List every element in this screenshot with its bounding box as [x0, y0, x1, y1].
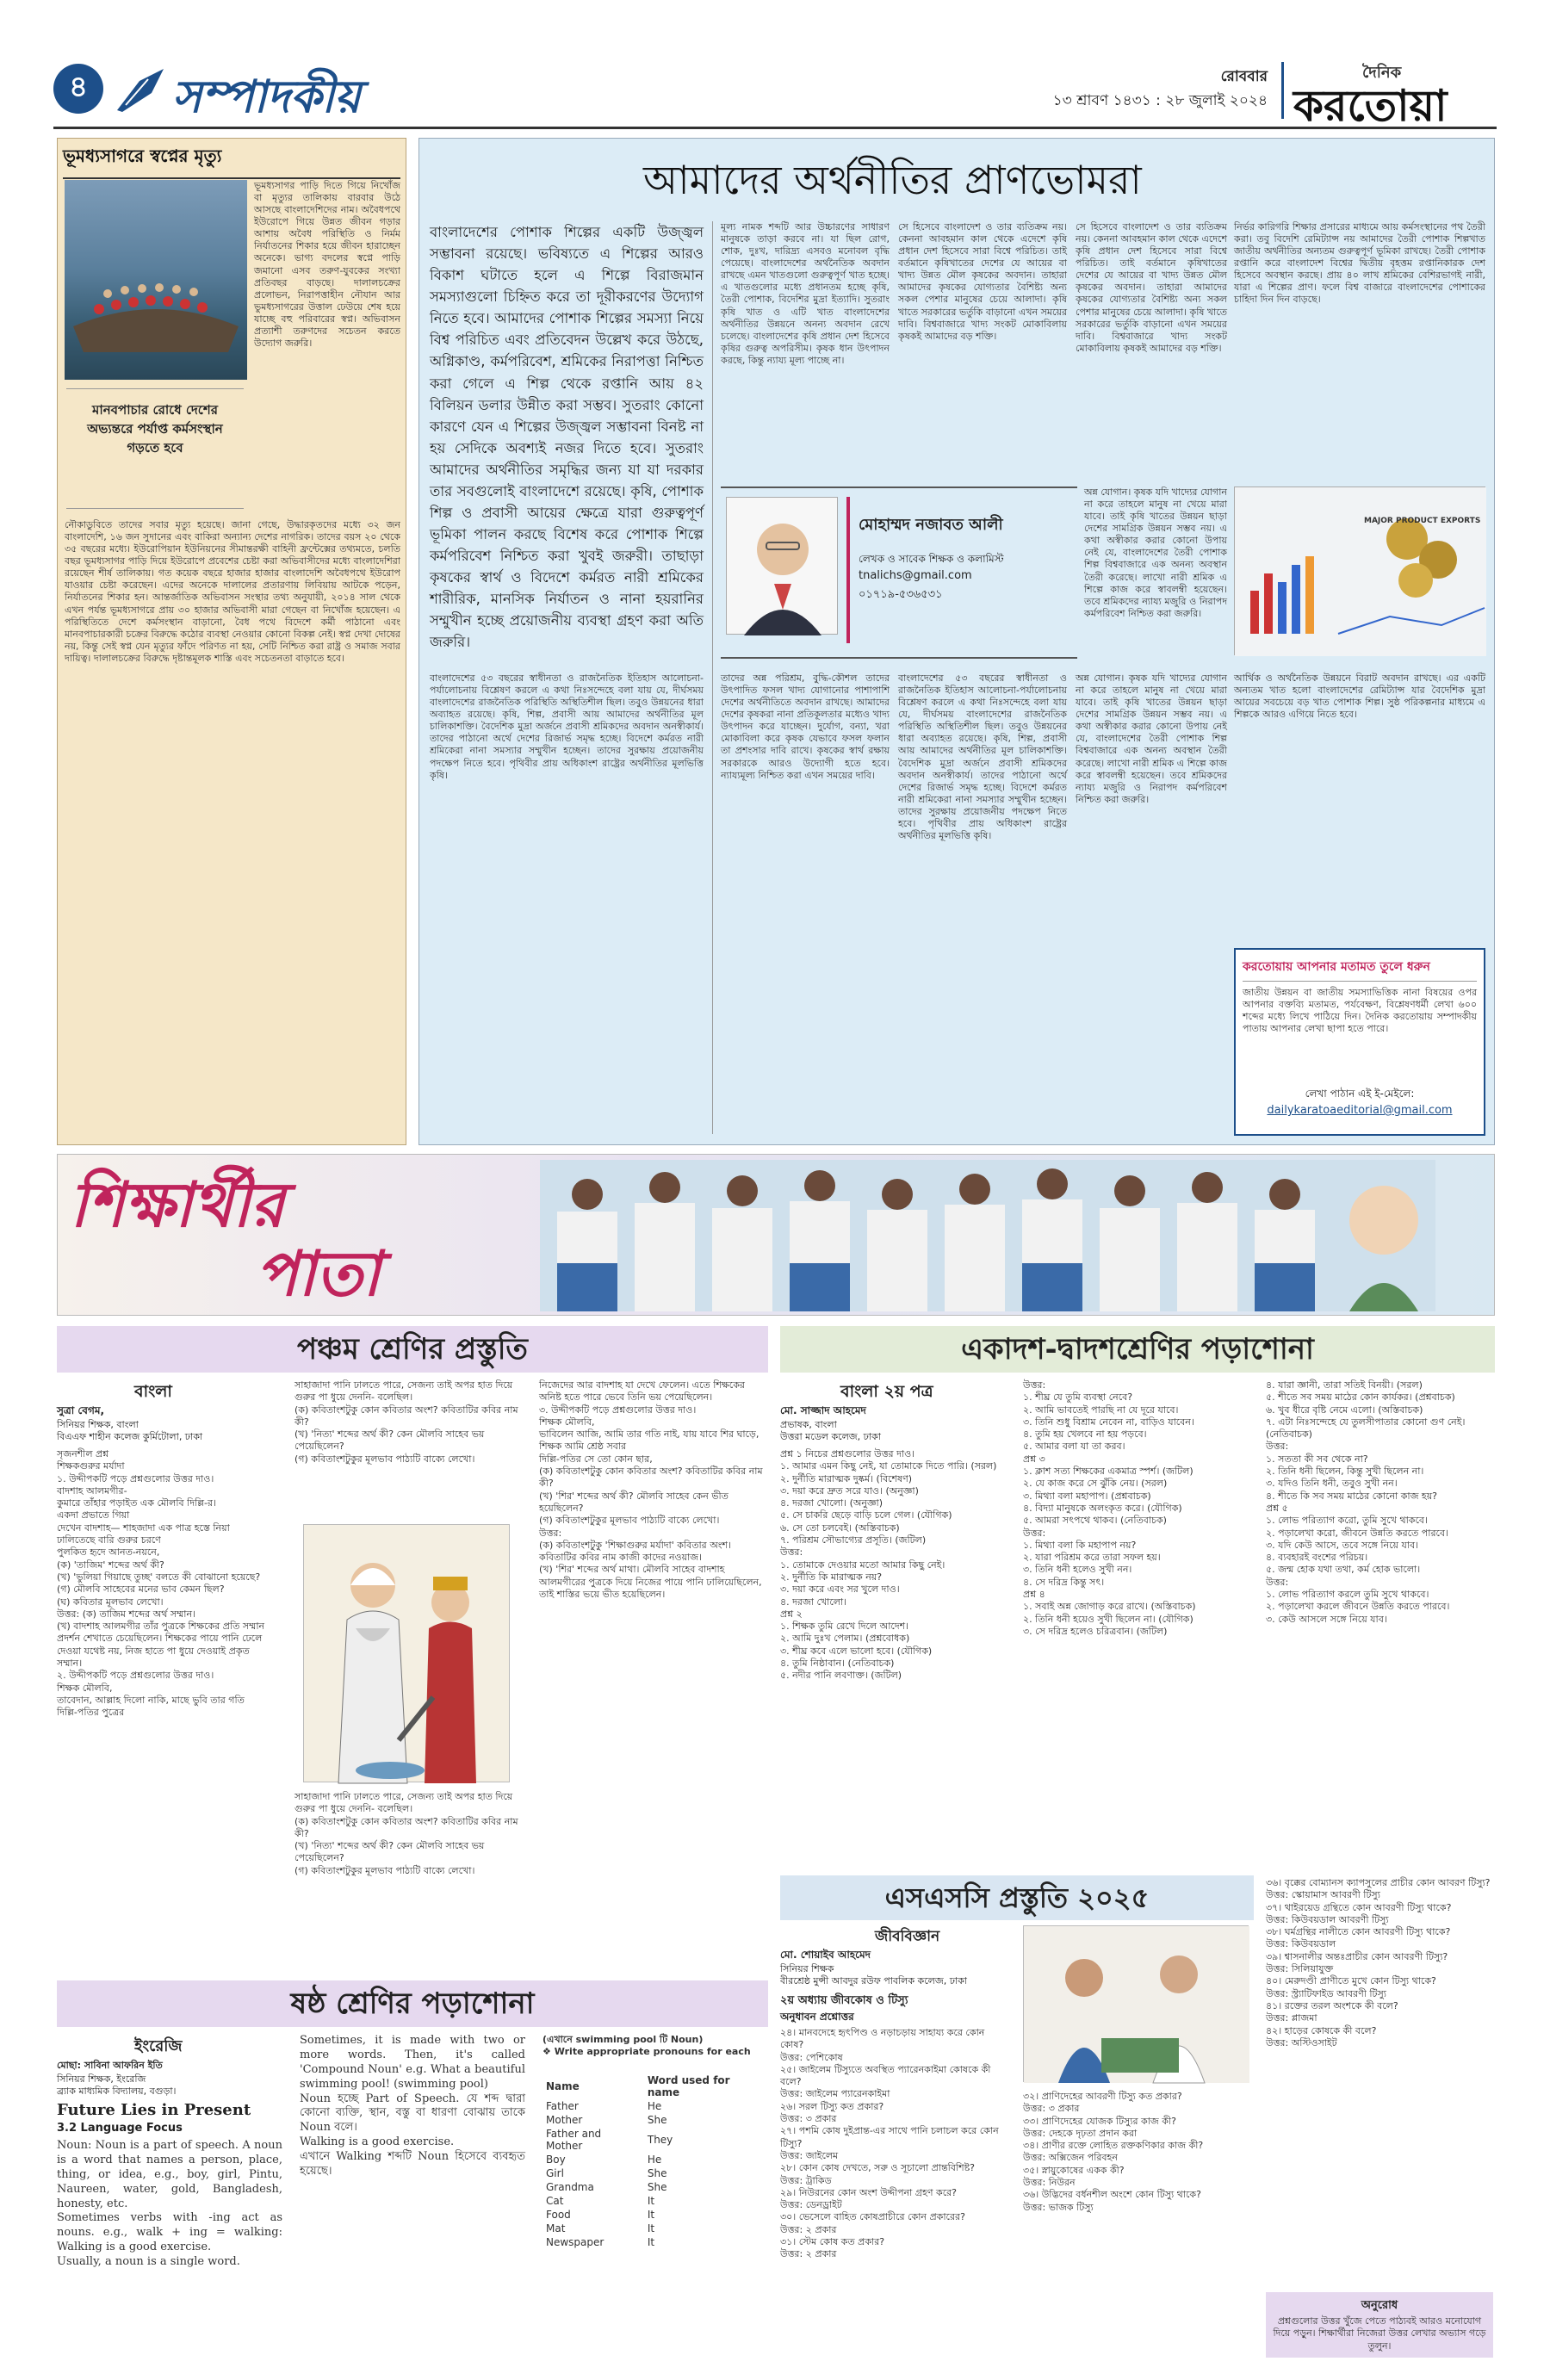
feedback-box [1234, 948, 1485, 1136]
feedback-title: করতোয়ায় আপনার মতামত তুলে ধরুন [1243, 957, 1477, 982]
main-col3-cont: অন্ন যোগান। কৃষক যদি খাদ্যের যোগান না করে তাহলে মানুষ না খেয়ে মারা যাবে। তাই কৃষি খাতের উন্নয়ন ছাড়া দেশের সামগ্রিক উন্নয়ন সম্ভব নয়। এ কথা অস্বীকার করার কোনো উপায় নেই যে, বাংলাদেশের তৈরী পোশাক শিল্প বিশ্ববাজারে এক অনন্য অবস্থান তৈরী করেছে। লাখো নারী শ্রমিক এ শিল্পে কাজ করে স্বাবলম্বী হয়েছেন। তবে শ্রমিকদের ন্যায্য মজুরি ও নিরাপদ কর্মপরিবেশ নিশ্চিত করা জরুরি। [1084, 487, 1231, 619]
pronoun-word: Mat [546, 2222, 566, 2234]
class5-section [57, 1326, 768, 1972]
pronoun-row [542, 2235, 768, 2249]
pronoun-word: Father [546, 2100, 579, 2112]
main-bottom4: আর্থিক ও অর্থনৈতিক উন্নয়নে বিরাট অবদান রাখছে। এর একটি অন্যতম খাত হলো বাংলাদেশের রেমিট্যান্স যার বৈদেশিক মুদ্রা আয়ের সবচেয়ে বড় খাত পোশাক শিল্প। সুষ্ঠ পরিকল্পনার মাধ্যমে এ শিল্পকে আরও এগিয়ে নিতে হবে। [1234, 672, 1489, 721]
paper-small-title: দৈনিক [1362, 64, 1402, 82]
main-col4: নির্ভর কারিগরি শিক্ষার প্রসারের মাধ্যমে আয় কর্মসংস্থানের পথ তৈরী করা। তবু বিদেশি রেমিট্যান্স নয় আমাদের তৈরী পোশাক শিল্পখাত জাতীয় অর্থনীতির অন্যতম গুরুত্বপূর্ণ ভূমিকা রাখছে। তৈরী পোশাক রপ্তানি করে বাংলাদেশ বিশ্বের দ্বিতীয় বৃহত্তম রপ্তানিকারক দেশ হিসেবে অবস্থান করছে। প্রায় ৪০ লাখ শ্রমিকের বেশিরভাগই নারী, যারা এ শিল্পের প্রাণ। ফলে বিশ্ব বাজারে বাংলাদেশের পোশাকের চাহিদা দিন দিন বাড়ছে। [1234, 221, 1489, 306]
class6-teacher-school: ব্র্যাক মাধ্যমিক বিদ্যালয়, বগুড়া। [57, 2086, 177, 2097]
side-pullquote: মানবপাচার রোধে দেশের অভ্যন্তরে পর্যাপ্ত কর্মসংস্থান গড়তে হবে [66, 388, 244, 509]
pronoun-value: It [647, 2222, 655, 2234]
pronoun-row [542, 2194, 768, 2208]
pronoun-word: Food [546, 2209, 571, 2221]
main-bottom3: অন্ন যোগান। কৃষক যদি খাদ্যের যোগান না করে তাহলে মানুষ না খেয়ে মারা যাবে। তাই কৃষি খাতের উন্নয়ন ছাড়া দেশের সামগ্রিক উন্নয়ন সম্ভব নয়। এ কথা অস্বীকার করার কোনো উপায় নেই যে, বাংলাদেশের তৈরী পোশাক শিল্প বিশ্ববাজারে এক অনন্য অবস্থান তৈরী করেছে। লাখো নারী শ্রমিক এ শিল্পে কাজ করে স্বাবলম্বী হয়েছেন। তবে শ্রমিকদের ন্যায্য মজুরি ও নিরাপদ কর্মপরিবেশ নিশ্চিত করা জরুরি। [1076, 672, 1231, 805]
class11-col2: উত্তর: ১. শীঘ্র যে তুমি ব্যবস্থা নেবে? ২. আমি ভাবতেই পারছি না যে দূরে যাবে। ৩. তিনি শুধু বিশ্রাম নেবেন না, বাড়িও যাবেন। ৪. তুমি হয় খেলবে না হয় পড়বে। ৫. আমার বলা যা তা করব। প্রশ্ন ৩ ১. ক্লাশ সত্য শিক্ষকের একমাত্র স্পর্শ। (জটিল) ২. যে কাজ করে সে ঝুঁকি নেয়। (সরল) ৩. মিথ্যা বলা মহাপাপ। (প্রশ্নবাচক) ৪. বিদ্যা মানুষকে অলংকৃত করে। (যৌগিক) ৫. আমরা সৎপথে থাকব। (নেতিবাচক) উত্তর: ১. মিথ্যা বলা কি মহাপাপ নয়? ২. যারা পরিশ্রম করে তারা সফল হয়। ৩. তিনি ধনী হলেও সুখী নন। ৪. সে দরিদ্র কিন্তু সৎ। প্রশ্ন ৪ ১. সবাই অন্ন জোগাড় করে রাখে। (অস্তিবাচক) ২. তিনি ধনী হয়েও সুখী ছিলেন না। (যৌগিক) ৩. সে দরিদ্র হলেও চরিত্রবান। (জটিল) [1023, 1379, 1196, 1637]
main-bottom2: তাদের অন্ন পরিশ্রম, বুদ্ধি-কৌশল তাদের উৎপাদিত ফসল খাদ্য যোগানোর পাশাপাশি দেশের অর্থনীতিতে অবদান রাখছে। আমাদের দেশের কৃষকরা নানা প্রতিকূলতার মধ্যেও খাদ্য উৎপাদন করে যাচ্ছেন। দুর্যোগ, বন্যা, খরা মোকাবিলা করে কৃষক যেভাবে ফসল ফলান তা প্রশংসার দাবি রাখে। কৃষকের স্বার্থ রক্ষায় সরকারকে আরও উদ্যোগী হতে হবে। ন্যায্যমূল্য নিশ্চিত করা এখন সময়ের দাবি। [721, 672, 893, 781]
ssc-footer-text: প্রশ্নগুলোর উত্তর খুঁজে পেতে পাঠ্যবই আরও মনোযোগ দিয়ে পড়ুন। শিক্ষার্থীরা নিজেরা উত্তর লেখার অভ্যাস গড়ে তুলুন। [1273, 2315, 1490, 2352]
ssc-subject: জীববিজ্ঞান [875, 1928, 940, 1945]
pronoun-row [542, 2180, 768, 2194]
pronoun-value: He [647, 2154, 662, 2166]
class5-teacher-school: বিএএফ শাহীন কলেজ কুর্মিটোলা, ঢাকা [57, 1431, 203, 1442]
class6-col3-intro: (এখানে swimming pool টি Noun) ❖ Write appropriate pronouns for each [542, 2034, 751, 2058]
feedback-text: জাতীয় উন্নয়ন বা জাতীয় সমস্যাভিত্তিক নানা বিষয়ের ওপর আপনার বক্তব্যি মতামত, পর্যবেক্ষণ, বিশ্লেষণধর্মী লেখা ৬০০ শব্দের মধ্যে লিখে পাঠিয়ে দিন। দৈনিক করতোয়ায় সম্পাদকীয় পাতায় আপনার লেখা ছাপা হতে পারে। [1243, 987, 1480, 1035]
author-name: মোহাম্মদ নজাবত আলী [859, 516, 1003, 534]
ssc-qtype: অনুধাবন প্রশ্নোত্তর [780, 2011, 854, 2023]
side-intro: ভূমধ্যসাগর পাড়ি দিতে গিয়ে নিখোঁজ বা মৃত্যুর তালিকায় বারবার উঠে আসছে বাংলাদেশিদের নাম। অবৈধপথে ইউরোপে গিয়ে উন্নত জীবন গড়ার আশায় অবৈধ পরিস্থিতি ও নির্মম নির্যাতনের শিকার হয়ে জীবন হারাচ্ছেন অনেকে। ভাগ্য বদলের স্বপ্নে পাড়ি জমানো এসব তরুণ-যুবকের সংখ্যা প্রতিবছর বাড়ছে। দালালচক্রের প্রলোভন, নিরাপত্তাহীন নৌযান আর ভুমধ্যসাগরের উত্তাল ঢেউয়ে শেষ হয়ে যাচ্ছে বহু পরিবারের স্বপ্ন। অভিবাসন প্রত্যাশী তরুণদের সচেতন করতে উদ্যোগ জরুরি। [254, 180, 404, 350]
author-phone: ০১৭১৯-৫৩৬৫৩১ [859, 588, 943, 601]
class6-col2: Sometimes, it is made with two or more words. Then, it's called 'Compound Noun' e.g. What a beautiful swimming pool! (swimming pool) Noun হচ্ছে Part of Speech. যে শব্দ দ্বারা কোনো ব্যক্তি, স্থান, বস্তু বা ধারণা বোঝায় তাকে Noun বলে। Walking is a good exercise. এখানে Walking শব্দটি Noun হিসেবে ব্যবহৃত হয়েছে। [300, 2034, 525, 2179]
class6-col1: Noun: Noun is a part of speech. A noun is a word that names a person, place, thing, or idea, e.g., boy, girl, Pintu, Naureen, water, gold, Bangladesh, honesty, etc. Sometimes verbs with -ing act as nouns. e.g., walk + ing = walking: Walking is a good exercise. Usually, a noun is a single word. [57, 2139, 282, 2269]
pronoun-word: Father and Mother [546, 2128, 602, 2152]
ssc-students-photo [1023, 1925, 1249, 2082]
class5-teacher-name: সুত্রা বেগম, [57, 1404, 105, 1416]
class6-lesson-sub: 3.2 Language Focus [57, 2122, 183, 2135]
pronoun-table [542, 2073, 768, 2249]
main-bottom2b: বাংলাদেশের ৫৩ বছরের স্বাধীনতা ও রাজনৈতিক ইতিহাস আলোচনা-পর্যালোচনায় বিশ্লেষণ করলে এ কথা নিঃসন্দেহে বলা যায় যে, দীর্ঘসময় বাংলাদেশের রাজনৈতিক পরিস্থিতি অস্থিতিশীল ছিল। তবুও উন্নয়নের ধারা অব্যাহত রয়েছে। কৃষি, শিল্প, প্রবাসী আয় আমাদের অর্থনীতির মূল চালিকাশক্তি। বৈদেশিক মুদ্রা অর্জনে প্রবাসী শ্রমিকদের অবদান অনস্বীকার্য। তাদের পাঠানো অর্থে দেশের রিজার্ভ সমৃদ্ধ হচ্ছে। বিদেশে কর্মরত নারী শ্রমিকেরা নানা সমস্যার সম্মুখীন হচ্ছেন। তাদের সুরক্ষায় প্রয়োজনীয় পদক্ষেপ নিতে হবে। পৃথিবীর প্রায় অধিকাংশ রাষ্ট্রের অর্থনীতির মূলভিত্তি কৃষি। [898, 672, 1070, 842]
class11-teacher-title: প্রভাষক, বাংলা [780, 1419, 837, 1430]
pen-nib-icon [114, 65, 167, 114]
pronoun-row [542, 2208, 768, 2222]
student-banner [57, 1154, 1495, 1316]
side-headline: ভূমধ্যসাগরে স্বপ্নের মৃত্যু [63, 144, 400, 179]
pronoun-value: She [647, 2181, 667, 2193]
banner-title-line1: শিক্ষার্থীর [70, 1168, 285, 1241]
pronoun-header-word: Name [546, 2080, 580, 2092]
pronoun-value: It [647, 2209, 655, 2221]
pronoun-word: Boy [546, 2154, 566, 2166]
feedback-email-label: লেখা পাঠান এই ই-মেইলে: [1305, 1088, 1415, 1100]
class6-teacher-title: সিনিয়র শিক্ষক, ইংরেজি [57, 2073, 146, 2085]
main-headline: আমাদের অর্থনীতির প্রাণভোমরা [643, 157, 1142, 203]
page-number-badge [53, 64, 103, 114]
pronoun-value: It [647, 2236, 655, 2248]
pronoun-word: Cat [546, 2195, 564, 2207]
pronoun-value: He [647, 2100, 662, 2112]
pronoun-word: Mother [546, 2114, 583, 2126]
students-photo-collage [540, 1160, 1435, 1311]
pronoun-row [542, 2166, 768, 2180]
page-number: ৪ [68, 69, 89, 104]
pronoun-value: They [647, 2134, 673, 2146]
pronoun-word: Grandma [546, 2181, 594, 2193]
class5-header: পঞ্চম শ্রেণির প্রস্তুতি [57, 1326, 768, 1373]
issue-day: রোববার [1220, 68, 1268, 85]
chart-label: MAJOR PRODUCT EXPORTS [1364, 517, 1481, 525]
ssc-col3: ৩৬। বৃক্কের বোম্যানস ক্যাপসুলের প্রাচীর কোন আবরণ টিস্যু? উত্তর: স্কোয়ামাস আবরণী টিস্যু ৩৭। থাইরয়েড গ্রন্থিতে কোন আবরণী টিস্যু থাকে? উত্তর: কিউবয়ডাল আবরণী টিস্যু ৩৮। ঘর্মগ্রন্থির নালীতে কোন আবরণী টিস্যু থাকে? উত্তর: কিউবয়ডাল ৩৯। শ্বাসনালীর অন্তঃপ্রাচীর কোন আবরণী টিস্যু? উত্তর: সিলিয়াযুক্ত ৪০। মেরুদণ্ডী প্রাণীতে মুখে কোন টিস্যু থাকে? উত্তর: স্ট্র্যাটিফাইড আবরণী টিস্যু ৪১। রক্তের তরল অংশকে কী বলে? উত্তর: প্লাজমা ৪২। হাড়ের কোষকে কী বলে? উত্তর: অস্টিওসাইট [1266, 1877, 1491, 2048]
pronoun-word: Girl [546, 2167, 564, 2179]
author-title: লেখক ও সাবেক শিক্ষক ও কলামিস্ট [859, 553, 1004, 565]
ssc-teacher-name: মো. শোয়াইব আহমেদ [780, 1949, 871, 1961]
main-col2: মূল্য নামক শব্দটি আর উচ্চারণের সাধারণ মানুষকে তাড়া করবে না। যা ছিল রোগ, শোক, দুঃখ, দারিদ্র্য এসবও মনোবল বৃদ্ধি পেয়েছে। বাংলাদেশের অর্থনৈতিক অবদান রাখছে এমন খাতগুলো গুরুত্বপূর্ণ খাত হচ্ছে। এ খাতগুলোর মধ্যে প্রধানতম হচ্ছে কৃষি, তৈরী পোশাক, বিদেশির মুদ্রা ইত্যাদি। সুতরাং কৃষি খাত ও এটি খাত বাংলাদেশের অর্থনীতির উন্নয়নে অনন্য অবদান রেখে চলেছে। বাংলাদেশের কৃষি প্রধান দেশ হিসেবে কৃষির গুরুত্ব অপরিসীম। কৃষক ধান উৎপাদন করছে, কিন্তু ন্যায্য মূল্য পাচ্ছে না। [721, 221, 893, 366]
author-card [721, 487, 1077, 659]
class5-col2: সাহাজাদা পানি ঢালতে পারে, সেজন্য তাই অপর হাত দিয়ে গুরুর পা ধুয়ে দেননি- বলেছিল। (ক) কবিতাংশটুকু কোন কবিতার অংশ? কবিতাটির কবির নাম কী? (খ) 'নিত্য' শব্দের অর্থ কী? কেন মৌলবি সাহেব ভয় পেয়েছিলেন? (গ) কবিতাংশটুকুর মূলভাব পাঠ্যটি বাক্যে লেখো। [294, 1379, 518, 1465]
author-accent-bar [846, 497, 850, 643]
pronoun-row [542, 2099, 768, 2113]
ssc-header: এসএসসি প্রস্তুতি ২০২৫ [780, 1875, 1254, 1920]
pronoun-value: She [647, 2167, 667, 2179]
pronoun-row [542, 2113, 768, 2127]
class6-header: ষষ্ঠ শ্রেণির পড়াশোনা [57, 1980, 768, 2027]
section-title: সম্পাদকীয় [172, 71, 361, 123]
class11-subject: বাংলা ২য় পত্র [840, 1382, 933, 1401]
class5-col1: সৃজনশীল প্রশ্ন শিক্ষকগুরুর মর্যাদা ১. উদ্দীপকটি পড়ে প্রশ্নগুলোর উত্তর দাও। বাদশাহ আলমগীর- কুমারে তাঁহার পড়াইত এক মৌলবি দিল্লি-র। একদা প্রভাতে গিয়া দেখেন বাদশাহ— শাহজাদা এক পাত্র হস্তে নিয়া ঢালিতেছে বারি গুরুর চরণে পুলকিত হৃদে আনত-নয়নে, (ক) 'তাজিম' শব্দের অর্থ কী? (খ) 'ভুলিয়া গিয়াছে তুচ্ছ' বলতে কী বোঝানো হয়েছে? (গ) মৌলবি সাহেবের মনের ভাব কেমন ছিল? (ঘ) কবিতার মূলভাব লেখো। উত্তর: (ক) তাজিম শব্দের অর্থ সম্মান। (খ) বাদশাহ আলমগীর তাঁর পুত্রকে শিক্ষকের প্রতি সম্মান প্রদর্শন শেখাতে চেয়েছিলেন। শিক্ষকের পায়ে পানি ঢেলে দেওয়া যথেষ্ট নয়, নিজ হাতে পা ধুয়ে দেওয়াই প্রকৃত সম্মান। ২. উদ্দীপকটি পড়ে প্রশ্নগুলোর উত্তর দাও। শিক্ষক মৌলবি, তাবেদান, আল্লাহ দিলো নাকি, মাছে ভুবি তার গতি দিল্লি-পতির পুত্রের [57, 1448, 265, 1719]
author-photo [726, 497, 838, 635]
main-bottom1: বাংলাদেশের ৫৩ বছরের স্বাধীনতা ও রাজনৈতিক ইতিহাস আলোচনা-পর্যালোচনায় বিশ্লেষণ করলে এ কথা নিঃসন্দেহে বলা যায় যে, দীর্ঘসময় বাংলাদেশের রাজনৈতিক পরিস্থিতি অস্থিতিশীল ছিল। তবুও উন্নয়নের ধারা অব্যাহত রয়েছে। কৃষি, শিল্প, প্রবাসী আয় আমাদের অর্থনীতির মূল চালিকাশক্তি। বৈদেশিক মুদ্রা অর্জনে প্রবাসী শ্রমিকদের অবদান অনস্বীকার্য। তাদের পাঠানো অর্থে দেশের রিজার্ভ সমৃদ্ধ হচ্ছে। বিদেশে কর্মরত নারী শ্রমিকেরা নানা সমস্যার সম্মুখীন হচ্ছেন। তাদের সুরক্ষায় প্রয়োজনীয় পদক্ষেপ নিতে হবে। পৃথিবীর প্রায় অধিকাংশ রাষ্ট্রের অর্থনীতির মূলভিত্তি কৃষি। [430, 672, 707, 781]
class6-teacher-name: মোছা: সাবিনা আফরিন ইতি [57, 2060, 163, 2071]
masthead-divider [1281, 62, 1284, 119]
class5-subject: বাংলা [134, 1382, 172, 1401]
masthead [53, 59, 1497, 129]
pronoun-header-pron: Word used for name [647, 2074, 730, 2098]
ssc-footer-box [1266, 2292, 1493, 2358]
teacher-student-illustration [303, 1524, 510, 1782]
ssc-chapter: ২য় অধ্যায় জীবকোষ ও টিস্যু [780, 1994, 908, 2007]
banner-title-line2: পাতা [256, 1236, 381, 1310]
pronoun-row [542, 2222, 768, 2235]
pronoun-value: It [647, 2195, 655, 2207]
pronoun-word: Newspaper [546, 2236, 604, 2248]
ssc-teacher-school: বীরশ্রেষ্ঠ মুন্সী আবদুর রউফ পাবলিক কলেজ, ঢাকা [780, 1975, 967, 1986]
class11-col3: ৪. যারা জ্ঞানী, তারা সতিই বিনয়ী। (সরল) ৫. শীতে সব সময় মাঠের কোন কার্যকর। (প্রশ্নবাচক) ৬. খুব ধীরে বৃষ্টি নেমে এলো। (অস্তিবাচক) ৭. এটা নিঃসন্দেহে যে তুলসীপাতার কোনো গুণ নেই। (নেতিবাচক) উত্তর: ১. সততা কী সব থেকে না? ২. তিনি ধনী ছিলেন, কিন্তু সুখী ছিলেন না। ৩. যদিও তিনি ধনী, তবুও সুখী নন। ৪. শীতে কি সব সময় মাঠের কোনো কাজ হয়? প্রশ্ন ৫ ১. লোভ পরিত্যাগ করো, তুমি সুখে থাকবে। ২. পড়ালেখা করো, জীবনে উন্নতি করতে পারবে। ৩. যদি কেউ আসে, তবে সঙ্গে নিয়ে যাব। ৪. ব্যবহারই বংশের পরিচয়। ৫. জন্ম হোক যথা তথা, কর্ম হোক ভালো। উত্তর: ১. লোভ পরিত্যাগ করলে তুমি সুখে থাকবে। ২. পড়ালেখা করলে জীবনে উন্নতি করতে পারবে। ৩. কেউ আসলে সঙ্গে নিয়ে যাব। [1266, 1379, 1466, 1625]
class6-lesson-title: Future Lies in Present [57, 2101, 251, 2119]
feedback-email[interactable]: dailykaratoaeditorial@gmail.com [1267, 1104, 1453, 1117]
ssc-section [780, 1875, 1495, 2359]
export-chart-photo [1234, 487, 1485, 655]
ssc-teacher-title: সিনিয়র শিক্ষক [780, 1963, 834, 1974]
ssc-col1: ২৪। মানবদেহে হৃৎপিণ্ড ও নড়াচড়ায় সাহায্য করে কোন কোষ? উত্তর: পেশিকোষ ২৫। জাইলেম টিস্যুতে অবস্থিত প্যারেনকাইমা কোষকে কী বলে? উত্তর: জাইলেম প্যারেনকাইমা ২৬। সরল টিস্যু কত প্রকার? উত্তর: ৩ প্রকার ২৭। পশমি কোষ দুইপ্রান্ত-এর সাথে পানি চলাচল করে কোন টিস্যু? উত্তর: জাইলেম ২৮। কোন কোষ দেখতে, সরু ও সূচালো প্রান্তবিশিষ্ট? উত্তর: ট্রাকিড ২৯। নিউরনের কোন অংশ উদ্দীপনা গ্রহণ করে? উত্তর: ডেনড্রাইট ৩০। ভেসেলে বাহিত কোষপ্রাচীরে কোন প্রকারের? উত্তর: ২ প্রকার ৩১। স্টেম কোষ কত প্রকার? উত্তর: ২ প্রকার [780, 2027, 999, 2260]
side-article [57, 138, 406, 1145]
side-body: নৌকাডুবিতে তাদের সবার মৃত্যু হয়েছে। জানা গেছে, উদ্ধারকৃতদের মধ্যে ৩২ জন বাংলাদেশি, ১৬ জন সুদানের এবং বাকিরা অন্যান্য দেশের নাগরিক। তাদের বয়স ২০ থেকে ৩৫ বছরের মধ্যে। ইউরোপিয়ান ইউনিয়নের সীমান্তরক্ষী বাহিনী ফ্রন্টেক্সের তথ্যমতে, চলতি বছর ভূমধ্যসাগর পাড়ি দিয়ে ইউরোপে প্রবেশের চেষ্টা করা অভিবাসীদের মধ্যে বাংলাদেশিরা রয়েছেন শীর্ষ তালিকায়। গত কয়েক বছরে হাজার হাজার বাংলাদেশি অবৈধপথে ইউরোপ যাওয়ার চেষ্টা করেছেন। এদের অনেকে দালালের প্রতারণায় লিবিয়ায় আটকে পড়েন, নির্যাতনের শিকার হন। আন্তর্জাতিক অভিবাসন সংস্থার তথ্য অনুযায়ী, ২০১৪ সাল থেকে এখন পর্যন্ত ভূমধ্যসাগরে প্রায় ৩০ হাজার অভিবাসী মারা গেছেন বা নিখোঁজ হয়েছেন। এ পরিস্থিতিতে দেশে কর্মসংস্থান বাড়ানো, বৈধ পথে বিদেশে কর্মী পাঠানো এবং মানবপাচারকারী চক্রের বিরুদ্ধে কঠোর ব্যবস্থা নেওয়ার কোনো বিকল্প নেই। স্বপ্ন দেখা দোষের নয়, কিন্তু সেই স্বপ্ন যেন মৃত্যুর ফাঁদে পরিণত না হয়, সেটি নিশ্চিত করা রাষ্ট্র ও সমাজ সবার দায়িত্ব। দালালচক্রের বিরুদ্ধে দৃষ্টান্তমূলক শাস্তি এবং সচেতনতা বাড়াতে হবে। [65, 519, 404, 664]
class6-subject: ইংরেজি [134, 2037, 183, 2055]
migrant-boat-photo [65, 180, 247, 380]
class11-col1: প্রশ্ন ১ নিচের প্রশ্নগুলোর উত্তর দাও। ১. আমার এমন কিছু নেই, যা তোমাকে দিতে পারি। (সরল) ২. দুর্নীতি মারাত্মক দুষ্কর্ম। (বিশেষণ) ৩. দয়া করে দ্রুত সরে যাও। (অনুজ্ঞা) ৪. দরজা খোলো। (অনুজ্ঞা) ৫. সে চাকরি ছেড়ে বাড়ি চলে গেল। (যৌগিক) ৬. সে তো চলবেই। (অস্তিবাচক) ৭. পরিশ্রম সৌভাগ্যের প্রসূতি। (জটিল) উত্তর: ১. তোমাকে দেওয়ার মতো আমার কিছু নেই। ২. দুর্নীতি কি মারাত্মক নয়? ৩. দয়া করে এবং সর খুলে দাও। ৪. দরজা খোলো। প্রশ্ন ২ ১. শিক্ষক তুমি রেখে দিলে আদেশ। ২. আমি দুঃখ পেলাম। (প্রশ্নবোধক) ৩. শীঘ্র কবে এলে ভালো হবে। (যৌগিক) ৪. তুমি নিষ্ঠাবান। (নেতিবাচক) ৫. নদীর পানি লবণাক্ত। (জটিল) [780, 1448, 997, 1682]
issue-date: ১৩ শ্রাবণ ১৪৩১ : ২৮ জুলাই ২০২৪ [1052, 92, 1268, 109]
pronoun-row [542, 2127, 768, 2153]
main-col3: সে হিসেবে বাংলাদেশ ও তার ব্যতিক্রম নয়। কেননা আবহমান কাল থেকে এদেশে কৃষি প্রধান দেশ হিসেবে সারা বিশ্বে পরিচিত। তাই বর্তমানে কৃষিখাতের দেশের যে আয়ের বা খাদ্য উন্নত মৌল কৃষকের অবদান। তাহারা আমাদের কৃষকের যোগ্যতার বৈশিষ্ট্য অন্য সকল পেশার মানুষের চেয়ে আলাদা। কৃষি খাতে সরকারের ভর্তুকি বাড়ানো এখন সময়ের দাবি। বিশ্ববাজারে খাদ্য সংকট মোকাবিলায় কৃষকই আমাদের বড় শক্তি। [898, 221, 1070, 342]
class5-teacher-title: সিনিয়র শিক্ষক, বাংলা [57, 1419, 139, 1430]
main-editorial [418, 138, 1495, 1145]
author-email[interactable]: tnalichs@gmail.com [859, 569, 972, 582]
class11-teacher-school: উত্তরা মডেল কলেজ, ঢাকা [780, 1431, 881, 1442]
ssc-footer-title: অনুরোধ [1361, 2299, 1398, 2312]
class11-section [780, 1326, 1495, 1867]
main-lead: বাংলাদেশের পোশাক শিল্পের একটি উজ্জ্বল সম্ভাবনা রয়েছে। ভবিষ্যতে এ শিল্পের আরও বিকাশ ঘটাতে হলে এ শিল্পে বিরাজমান সমস্যাগুলো চিহ্নিত করে তা দূরীকরণের উদ্যোগ নিতে হবে। আমাদের পোশাক শিল্পের সমস্যা নিয়ে বিশ্ব পরিচিত এবং প্রতিবেদন উল্লেখ করে উঠছে, অগ্নিকাণ্ড, কর্মপরিবেশ, শ্রমিকের নিরাপত্তা নিশ্চিত করা গেলে এ শিল্প থেকে রপ্তানি আয় ৪২ বিলিয়ন ডলার উন্নীত করা সম্ভব। সুতরাং কোনো কারণে যেন এ শিল্পের উজ্জ্বল সম্ভাবনা বিনষ্ট না হয় সেদিকে অবশ্যই নজর দিতে হবে। সুতরাং আমাদের অর্থনীতির সমৃদ্ধির জন্য যা যা দরকার তার সবগুলোই বাংলাদেশে রয়েছে। কৃষি, পোশাক শিল্প ও প্রবাসী আয়ের ক্ষেত্রে যারা গুরুত্বপূর্ণ ভূমিকা পালন করছে বিশেষ করে পোশাক শিল্পে কর্মপরিবেশ নিশ্চিত করা খুবই জরুরী। তাছাড়া কৃষকের স্বার্থ ও বিদেশে কর্মরত নারী শ্রমিকের শারীরিক, মানসিক নির্যাতন ও নানা হয়রানির সম্মুখীন হচ্ছে প্রয়োজনীয় ব্যবস্থা গ্রহণ করা অতি জরুরি। [430, 224, 709, 651]
pronoun-row [542, 2153, 768, 2166]
main-col3b: সে হিসেবে বাংলাদেশ ও তার ব্যতিক্রম নয়। কেননা আবহমান কাল থেকে এদেশে কৃষি প্রধান দেশ হিসেবে সারা বিশ্বে পরিচিত। তাই বর্তমানে কৃষিখাতের দেশের যে আয়ের বা খাদ্য উন্নত মৌল কৃষকের অবদান। তাহারা আমাদের কৃষকের যোগ্যতার বৈশিষ্ট্য অন্য সকল পেশার মানুষের চেয়ে আলাদা। কৃষি খাতে সরকারের ভর্তুকি বাড়ানো এখন সময়ের দাবি। বিশ্ববাজারে খাদ্য সংকট মোকাবিলায় কৃষকই আমাদের বড় শক্তি। [1076, 221, 1231, 354]
paper-logo: করতোয়া [1293, 80, 1448, 131]
class6-section [57, 1980, 768, 2359]
class5-col2-cont: সাহাজাদা পানি ঢালতে পারে, সেজন্য তাই অপর হাত দিয়ে গুরুর পা ধুয়ে দেননি- বলেছিল। (ক) কবিতাংশটুকু কোন কবিতার অংশ? কবিতাটির কবির নাম কী? (খ) 'নিত্য' শব্দের অর্থ কী? কেন মৌলবি সাহেব ভয় পেয়েছিলেন? (গ) কবিতাংশটুকুর মূলভাব পাঠ্যটি বাক্যে লেখো। [294, 1791, 518, 1876]
ssc-col2: ৩২। প্রাণিদেহের আবরণী টিস্যু কত প্রকার? উত্তর: ৩ প্রকার ৩৩। প্রাণিদেহের যোজক টিস্যুর কাজ কী? উত্তর: দেহকে দৃঢ়তা প্রদান করা ৩৪। প্রাণীর রক্তে লোহিত রক্তকণিকার কাজ কী? উত্তর: অক্সিজেন পরিবহন ৩৫। স্নায়ুকোষের একক কী? উত্তর: নিউরন ৩৬। উদ্ভিদের বর্ধনশীল অংশে কোন টিস্যু থাকে? উত্তর: ভাজক টিস্যু [1023, 2091, 1204, 2213]
col-divider [712, 221, 713, 1134]
class5-col3: নিজেদের আর বাদশাহ যা দেখে ফেলেন। এতে শিক্ষকের অনিষ্ট হতে পারে ভেবে তিনি ভয় পেয়েছিলেন। ৩. উদ্দীপকটি পড়ে প্রশ্নগুলোর উত্তর দাও। শিক্ষক মৌলবি, ভাবিলেন আজি, আমি তার গতি নাই, যায় যাবে শির ঘাড়ে, শিক্ষক আমি শ্রেষ্ঠ সবার দিল্লি-পতির সে তো কোন ছার, (ক) কবিতাংশটুকু কোন কবিতার অংশ? কবিতাটির কবির নাম কী? (খ) 'শির' শব্দের অর্থ কী? মৌলবি সাহেব কেন ভীত হয়েছিলেন? (গ) কবিতাংশটুকুর মূলভাব পাঠ্যটি বাক্যে লেখো। উত্তর: (ক) কবিতাংশটুকু 'শিক্ষাগুরুর মর্যাদা' কবিতার অংশ। কবিতাটির কবির নাম কাজী কাদের নওয়াজ। (খ) 'শির' শব্দের অর্থ মাথা। মৌলবি সাহেব বাদশাহ আলমগীরের পুত্রকে দিয়ে নিজের পায়ে পানি ঢালিয়েছিলেন, তাই শাস্তির ভয়ে ভীত হয়েছিলেন। [539, 1379, 763, 1601]
pronoun-value: She [647, 2114, 667, 2126]
class11-header: একাদশ-দ্বাদশশ্রেণির পড়াশোনা [780, 1326, 1495, 1373]
class11-teacher-name: মো. সাজ্জাদ আহমেদ [780, 1404, 866, 1416]
